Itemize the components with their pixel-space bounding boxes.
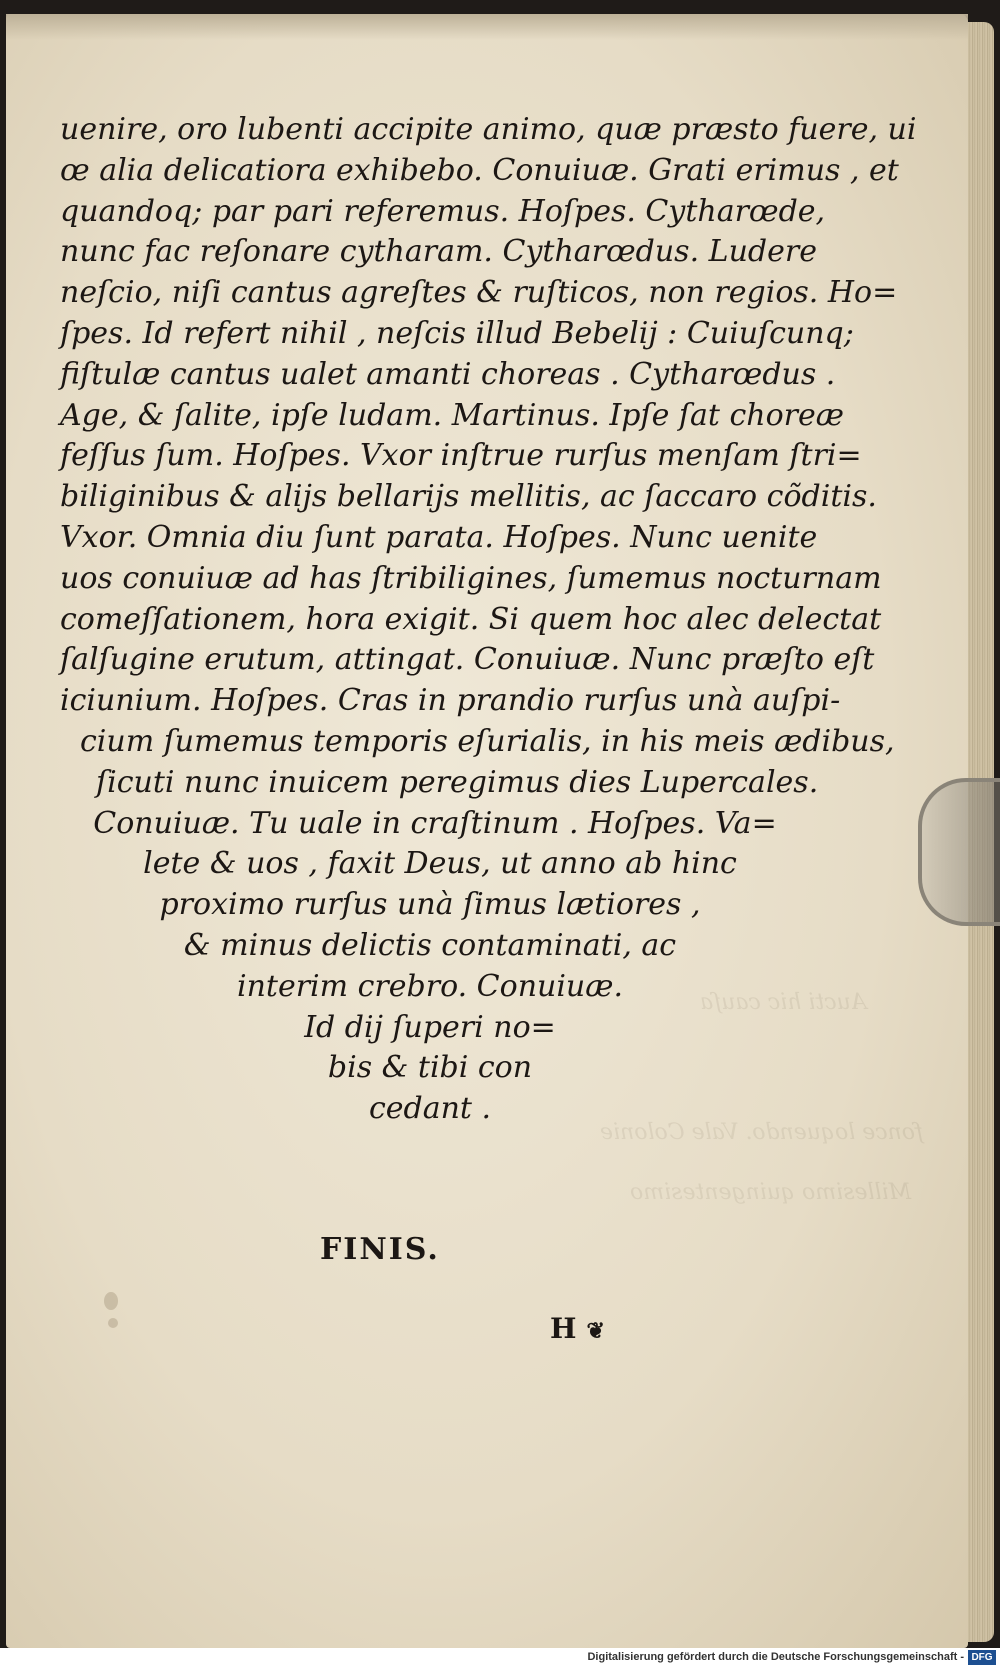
bleed-through: Aucti hic cauſa — [700, 990, 867, 1015]
signature-letter: H — [550, 1312, 577, 1345]
text-line: ſalſugine erutum, attingat. Conuiuæ. Nunc præſto eſt — [60, 642, 875, 678]
text-line: quandoq; par pari referemus. Hoſpes. Cytharœde, — [60, 193, 826, 229]
text-line: neſcio, niſi cantus agreſtes & ruſticos, non regios. Ho= — [60, 275, 898, 311]
text-line: uos conuiuæ ad has ſtribiligines, ſumemus nocturnam — [60, 560, 882, 596]
text-line: & minus delictis contaminati, ac — [183, 927, 677, 963]
text-line: ſicuti nunc inuicem peregimus dies Lupercales. — [96, 764, 819, 800]
text-line: bis & tibi con — [327, 1050, 533, 1086]
ink-stain — [104, 1292, 118, 1310]
text-line: nunc fac reſonare cytharam. Cytharœdus. Ludere — [60, 234, 817, 270]
text-line: fiſtulæ cantus ualet amanti choreas . Cytharœdus . — [60, 356, 836, 392]
fleuron-icon: ❦ — [586, 1318, 605, 1344]
text-line: œ alia delicatiora exhibebo. Conuiuæ. Grati erimus , et — [60, 152, 899, 188]
text-line: biliginibus & alijs bellarijs mellitis, ac ſaccaro cõditis. — [60, 479, 877, 515]
dfg-logo-icon: DFG — [968, 1650, 996, 1665]
text-line: lete & uos , faxit Deus, ut anno ab hinc — [143, 846, 737, 882]
text-line: interim crebro. Conuiuæ. — [236, 968, 623, 1004]
bleed-through: Millesimo quingentesimo — [630, 1180, 912, 1205]
text-line: ſpes. Id refert nihil , neſcis illud Bebelij : Cuiuſcunq; — [60, 315, 854, 351]
page-top-shadow — [6, 14, 968, 40]
footer-credit: Digitalisierung gefördert durch die Deutsche Forschungsgemeinschaft - — [587, 1651, 964, 1663]
text-line: Id dij ſuperi no= — [304, 1009, 556, 1045]
text-line: Vxor. Omnia diu ſunt parata. Hoſpes. Nunc uenite — [60, 519, 818, 555]
text-line: comeſſationem, hora exigit. Si quem hoc alec delectat — [60, 601, 882, 637]
text-line: iciunium. Hoſpes. Cras in prandio rurſus unà auſpi- — [60, 683, 841, 719]
text-line: feſſus ſum. Hoſpes. Vxor inſtrue rurſus menſam ſtri= — [60, 438, 862, 474]
text-line: cium ſumemus temporis eſurialis, in his meis ædibus, — [80, 723, 895, 759]
text-line: uenire, oro lubenti accipite animo, quæ præsto fuere, ui — [60, 112, 917, 147]
text-line: Conuiuæ. Tu uale in craſtinum . Hoſpes. Va= — [93, 805, 777, 841]
ink-stain — [108, 1318, 118, 1328]
text-line: proximo rurſus unà ſimus lætiores , — [159, 887, 701, 923]
text-line: Age, & ſalite, ipſe ludam. Martinus. Ipſe ſat choreæ — [60, 397, 844, 433]
signature-mark — [550, 1312, 605, 1345]
finis-heading: FINIS. — [320, 1232, 440, 1267]
page-text — [60, 110, 917, 1130]
bleed-through: fonce loquendo. Vale Colonie — [600, 1120, 924, 1145]
text-line: cedant . — [368, 1091, 492, 1127]
book-clasp — [918, 778, 1000, 926]
